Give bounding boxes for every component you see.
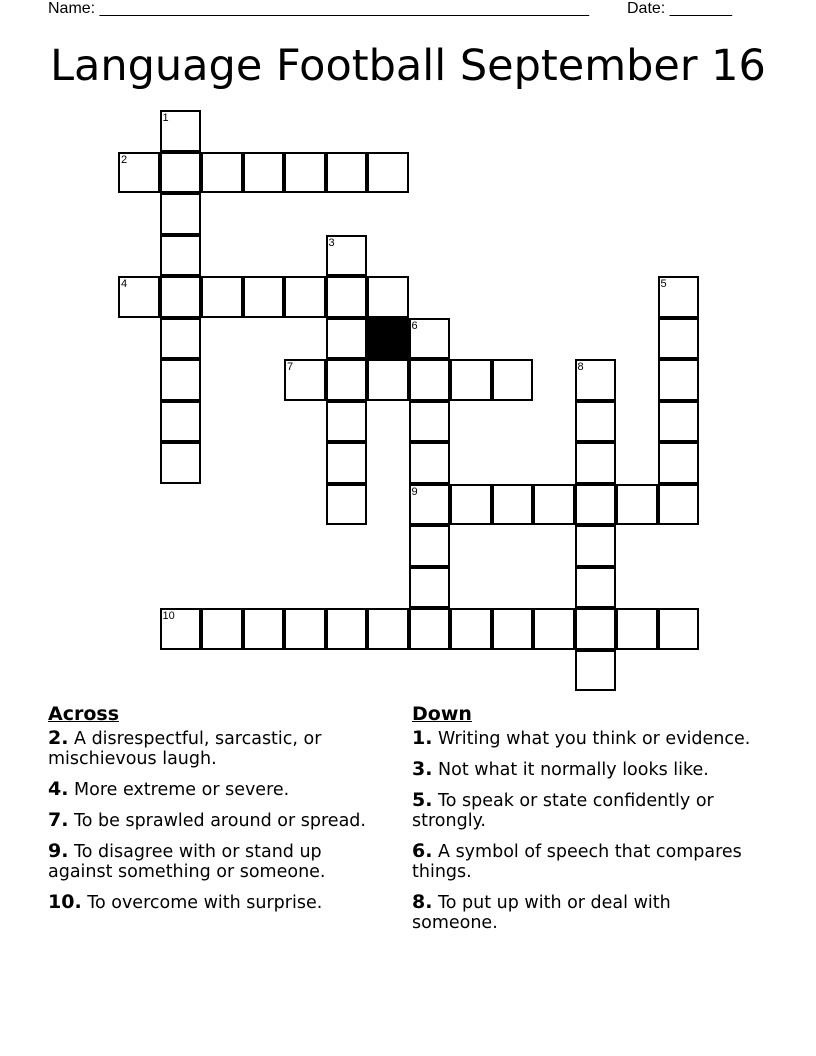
grid-cell[interactable] — [409, 401, 451, 443]
grid-cell[interactable] — [658, 318, 700, 360]
cell-number: 2 — [121, 153, 128, 166]
grid-cell[interactable] — [243, 608, 285, 650]
date-field[interactable]: Date: _______ — [627, 0, 732, 17]
clue-number: 8. — [412, 891, 433, 913]
name-field[interactable]: Name: _______________________________________________________ — [48, 0, 589, 17]
grid-cell[interactable] — [409, 525, 451, 567]
grid-cell[interactable] — [658, 442, 700, 484]
grid-cell[interactable] — [201, 152, 243, 194]
grid-cell[interactable] — [409, 318, 451, 360]
clue-text: A symbol of speech that compares things. — [412, 842, 742, 882]
clue-text: Not what it normally looks like. — [438, 760, 709, 780]
grid-cell[interactable] — [575, 525, 617, 567]
cell-number: 8 — [577, 361, 584, 373]
grid-cell[interactable] — [160, 110, 202, 152]
grid-cell[interactable] — [326, 608, 368, 650]
cell-number: 3 — [328, 236, 335, 249]
down-clue — [412, 841, 752, 882]
grid-cell[interactable] — [326, 442, 368, 484]
clue-text: To be sprawled around or spread. — [74, 811, 366, 831]
grid-cell[interactable] — [616, 608, 658, 650]
grid-cell[interactable] — [367, 276, 409, 318]
grid-cell[interactable] — [658, 401, 700, 443]
grid-cell[interactable] — [492, 484, 534, 526]
grid-cell[interactable] — [409, 567, 451, 609]
grid-cell[interactable] — [284, 359, 326, 401]
clue-number: 10. — [48, 891, 82, 913]
clue-text: To speak or state confidently or strongly. — [412, 791, 714, 831]
grid-cell[interactable] — [533, 484, 575, 526]
down-heading: Down — [412, 703, 472, 725]
grid-cell[interactable] — [575, 567, 617, 609]
grid-cell[interactable] — [367, 608, 409, 650]
clue-number: 5. — [412, 789, 433, 811]
across-clue — [48, 810, 378, 831]
grid-cell[interactable] — [201, 276, 243, 318]
clue-number: 4. — [48, 778, 69, 800]
clue-text: To disagree with or stand up against something or someone. — [48, 842, 326, 882]
grid-cell[interactable] — [160, 193, 202, 235]
grid-cell[interactable] — [118, 152, 160, 194]
clue-number: 1. — [412, 727, 433, 749]
grid-cell[interactable] — [575, 608, 617, 650]
grid-cell[interactable] — [575, 650, 617, 692]
grid-cell[interactable] — [160, 235, 202, 277]
down-clue — [412, 892, 752, 933]
grid-cell[interactable] — [326, 152, 368, 194]
grid-cell[interactable] — [575, 401, 617, 443]
cell-number: 9 — [411, 485, 418, 498]
grid-cell[interactable] — [118, 276, 160, 318]
grid-cell[interactable] — [326, 235, 368, 277]
across-clue — [48, 841, 378, 882]
clue-text: To overcome with surprise. — [87, 893, 323, 913]
clue-text: Writing what you think or evidence. — [438, 729, 751, 749]
clue-number: 3. — [412, 758, 433, 780]
grid-cell[interactable] — [575, 484, 617, 526]
grid-cell[interactable] — [409, 484, 451, 526]
grid-cell[interactable] — [326, 276, 368, 318]
grid-cell[interactable] — [243, 276, 285, 318]
grid-cell[interactable] — [160, 152, 202, 194]
grid-cell[interactable] — [160, 318, 202, 360]
grid-cell[interactable] — [201, 608, 243, 650]
clue-number: 9. — [48, 840, 69, 862]
grid-cell[interactable] — [160, 608, 202, 650]
grid-cell[interactable] — [658, 484, 700, 526]
cell-number: 1 — [162, 112, 169, 124]
grid-cell[interactable] — [533, 608, 575, 650]
clue-number: 6. — [412, 840, 433, 862]
down-clue — [412, 790, 752, 831]
cell-number: 7 — [287, 361, 294, 373]
across-heading: Across — [48, 703, 120, 725]
grid-cell[interactable] — [492, 608, 534, 650]
grid-cell[interactable] — [326, 318, 368, 360]
grid-cell[interactable] — [367, 359, 409, 401]
page-title: Language Football September 16 — [50, 41, 766, 91]
grid-cell[interactable] — [284, 276, 326, 318]
grid-cell[interactable] — [284, 608, 326, 650]
across-clue — [48, 728, 378, 769]
grid-cell[interactable] — [160, 401, 202, 443]
grid-cell[interactable] — [658, 276, 700, 318]
grid-cell[interactable] — [160, 276, 202, 318]
across-clue — [48, 892, 378, 913]
grid-cell[interactable] — [658, 608, 700, 650]
grid-cell[interactable] — [409, 608, 451, 650]
grid-cell[interactable] — [450, 608, 492, 650]
grid-cell[interactable] — [450, 484, 492, 526]
clue-number: 7. — [48, 809, 69, 831]
down-clue — [412, 759, 752, 780]
grid-cell[interactable] — [575, 359, 617, 401]
cell-number: 6 — [411, 319, 418, 332]
clue-text: A disrespectful, sarcastic, or mischievous laugh. — [48, 729, 322, 769]
grid-cell[interactable] — [450, 359, 492, 401]
grid-cell[interactable] — [326, 484, 368, 526]
black-square — [367, 318, 409, 360]
grid-cell[interactable] — [616, 484, 658, 526]
down-clue — [412, 728, 752, 749]
grid-cell[interactable] — [243, 152, 285, 194]
grid-cell[interactable] — [367, 152, 409, 194]
clue-text: More extreme or severe. — [74, 780, 290, 800]
cell-number: 4 — [121, 278, 128, 290]
grid-cell[interactable] — [160, 359, 202, 401]
clue-number: 2. — [48, 727, 69, 749]
cell-number: 10 — [162, 610, 175, 622]
grid-cell[interactable] — [658, 359, 700, 401]
cell-number: 5 — [660, 278, 667, 290]
down-clues — [412, 702, 752, 943]
grid-cell[interactable] — [492, 359, 534, 401]
grid-cell[interactable] — [575, 442, 617, 484]
grid-cell[interactable] — [284, 152, 326, 194]
across-clues — [48, 702, 378, 923]
grid-cell[interactable] — [409, 359, 451, 401]
clue-text: To put up with or deal with someone. — [412, 893, 671, 933]
grid-cell[interactable] — [160, 442, 202, 484]
across-clue — [48, 779, 378, 800]
grid-cell[interactable] — [326, 401, 368, 443]
grid-cell[interactable] — [409, 442, 451, 484]
grid-cell[interactable] — [326, 359, 368, 401]
